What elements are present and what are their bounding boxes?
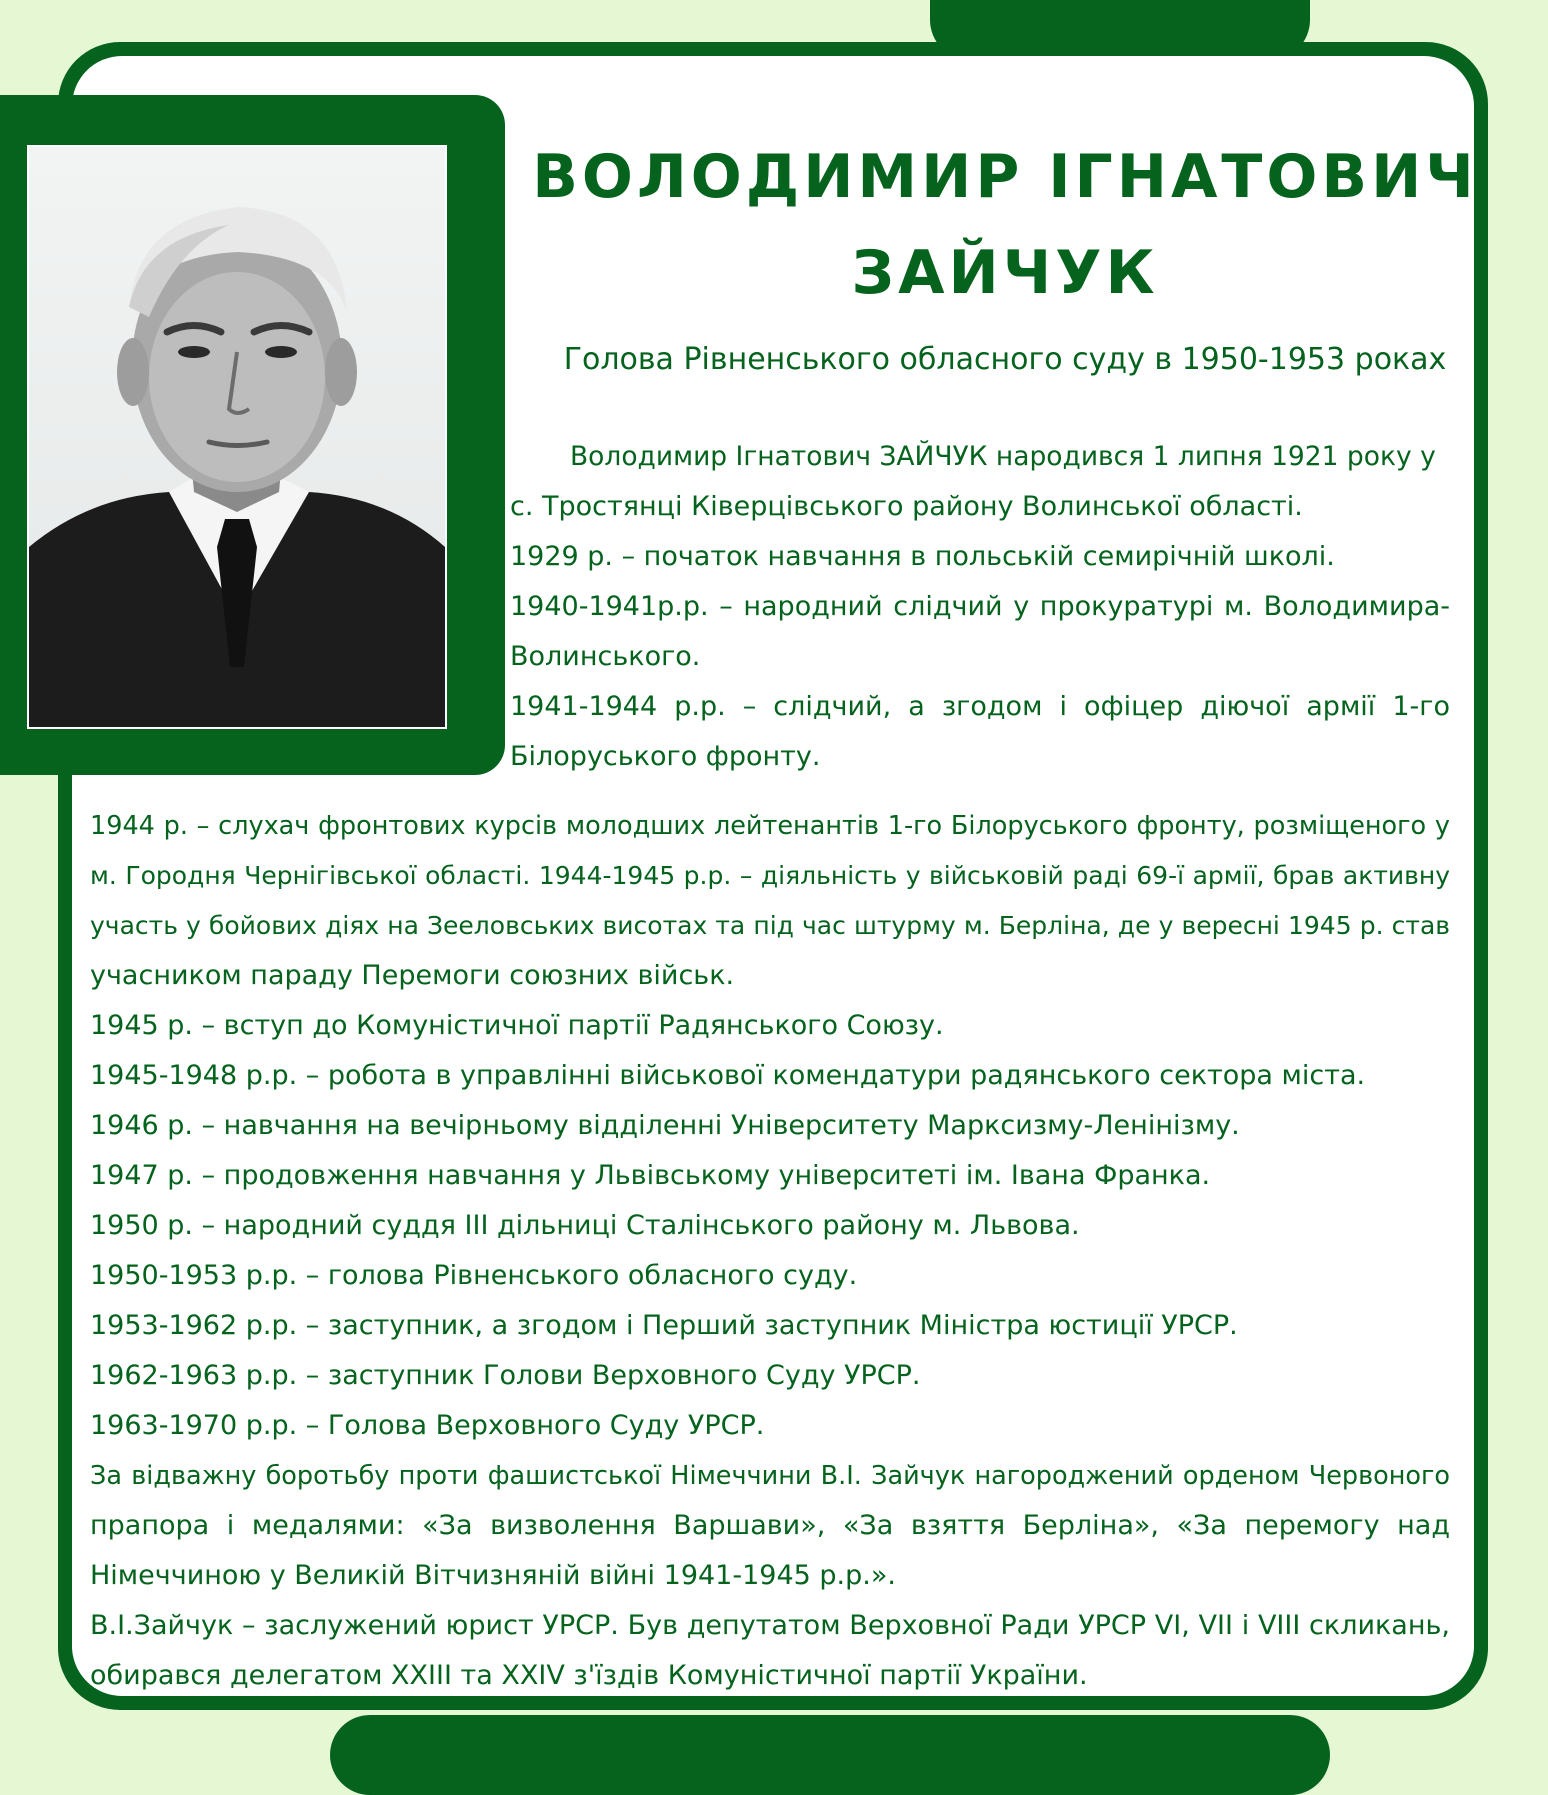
bio-line: 1947 р. – продовження навчання у Львівському університеті ім. Івана Франка. bbox=[90, 1160, 1211, 1191]
bio-line: 1944 р. – слухач фронтових курсів молодших лейтенантів 1-го Білоруського фронту, розміщеного у bbox=[90, 811, 1450, 841]
title-first-name: ВОЛОДИМИР ІГНАТОВИЧ bbox=[532, 142, 1478, 212]
bio-line: 1945 р. – вступ до Комуністичної партії Радянського Союзу. bbox=[90, 1010, 944, 1041]
bio-line: В.І.Зайчук – заслужений юрист УРСР. Був депутатом Верховної Ради УРСР VI, VII і VIII скликань, bbox=[90, 1610, 1450, 1641]
bio-line: 1941-1944 р.р. – слідчий, а згодом і офіцер діючої армії 1-го bbox=[510, 691, 1450, 722]
bio-line: с. Тростянці Ківерцівського району Волинської області. bbox=[510, 491, 1303, 522]
bio-line: Володимир Ігнатович ЗАЙЧУК народився 1 липня 1921 року у bbox=[570, 441, 1436, 472]
bio-line: 1950 р. – народний суддя ІІІ дільниці Сталінського району м. Львова. bbox=[90, 1210, 1080, 1241]
title-surname: ЗАЙЧУК bbox=[851, 238, 1159, 308]
bio-line: прапора і медалями: «За визволення Варшави», «За взяття Берліна», «За перемогу над bbox=[90, 1510, 1450, 1541]
bio-line: обирався делегатом XXIII та XXIV з'їздів Комуністичної партії України. bbox=[90, 1660, 1088, 1691]
bio-line: 1929 р. – початок навчання в польській семирічній школі. bbox=[510, 541, 1335, 572]
bio-line: 1953-1962 р.р. – заступник, а згодом і Перший заступник Міністра юстиції УРСР. bbox=[90, 1310, 1238, 1341]
portrait-photo bbox=[27, 145, 447, 729]
bio-line: учасником параду Перемоги союзних військ. bbox=[90, 960, 735, 991]
bio-line: 1962-1963 р.р. – заступник Голови Верховного Суду УРСР. bbox=[90, 1360, 921, 1391]
bio-line: 1950-1953 р.р. – голова Рівненського обласного суду. bbox=[90, 1260, 858, 1291]
bottom-tab-decoration bbox=[330, 1715, 1330, 1795]
bio-line: 1946 р. – навчання на вечірньому відділенні Університету Марксизму-Ленінізму. bbox=[90, 1110, 1240, 1141]
subtitle-position: Голова Рівненського обласного суду в 1950-1953 роках bbox=[563, 342, 1447, 377]
biography-top bbox=[510, 432, 1450, 782]
bio-line: участь у бойових діях на Зееловських висотах та під час штурму м. Берліна, де у вересні 1945 р. став bbox=[90, 911, 1450, 940]
bio-line: Волинського. bbox=[510, 641, 701, 672]
bio-line: Білоруського фронту. bbox=[510, 741, 821, 772]
bio-line: 1940-1941р.р. – народний слідчий у прокуратурі м. Володимира- bbox=[510, 591, 1450, 622]
bio-line: 1945-1948 р.р. – робота в управлінні військової комендатури радянського сектора міста. bbox=[90, 1060, 1366, 1091]
bio-line: Німеччиною у Великій Вітчизняній війні 1941-1945 р.р.». bbox=[90, 1560, 896, 1591]
bio-line: м. Городня Чернігівської області. 1944-1945 р.р. – діяльність у військовій раді 69-ї армії, брав активну bbox=[90, 861, 1450, 890]
bio-line: За відважну боротьбу проти фашистської Німеччини В.І. Зайчук нагороджений орденом Червоного bbox=[90, 1461, 1450, 1491]
biography-bottom bbox=[90, 801, 1450, 1701]
bio-line: 1963-1970 р.р. – Голова Верховного Суду УРСР. bbox=[90, 1410, 765, 1441]
